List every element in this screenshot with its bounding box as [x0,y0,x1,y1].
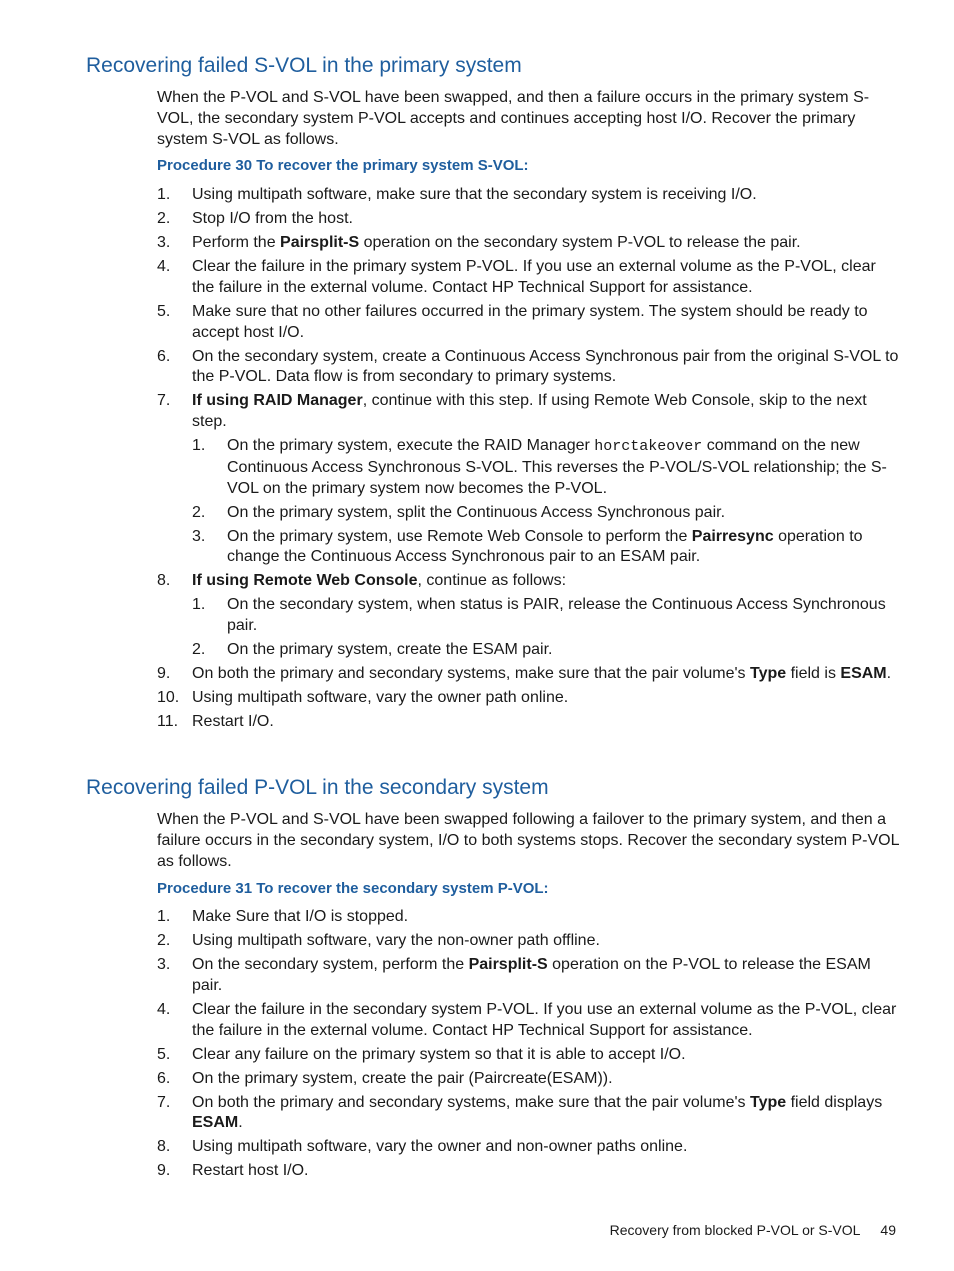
page-footer [600,1222,896,1238]
step-text [192,1046,686,1063]
step-bold-text: Pairresync [691,527,774,545]
step-number: 4. [157,1000,171,1018]
step-text-text: Using multipath software, vary the owner and non-owner paths online. [192,1138,688,1156]
list-item [157,571,902,661]
step-number: 1. [157,908,171,925]
substep-item [192,595,902,637]
step-text-text: Clear the failure in the secondary system P-VOL. If you use an external volume as the P-VOL, clear the failure in the external volume. Contact HP Technical Support for assistance. [192,1000,897,1039]
step-post-text: operation on the secondary system P-VOL to release the pair. [359,233,801,251]
step-text-text: Using multipath software, vary the owner path online. [192,689,569,707]
step-pre-text: On the secondary system, perform the [192,955,469,973]
step-number: 6. [157,1069,171,1087]
section-heading-recover-svol: Recovering failed S-VOL in the primary system [86,54,522,77]
step-text-text: Make sure that no other failures occurred in the primary system. The system should be ready to accept host I/O. [192,302,868,341]
step-number: 8. [157,1138,171,1156]
page-number: 49 [880,1222,896,1238]
step-pre-text: On the primary system, execute the RAID Manager [227,437,595,455]
step-number: 5. [157,302,171,320]
substep-list [192,595,902,661]
step-text [192,210,353,227]
step-post-text: operation on the P-VOL to release the ESAM pair. [192,955,871,994]
step-text [192,689,568,706]
step-number: 2. [192,641,206,659]
list-item [157,185,902,206]
step-number: 2. [157,209,171,227]
section-intro-recover-pvol: When the P-VOL and S-VOL have been swapped following a failover to the primary system, and then a failure occurs in the secondary system, I/O to both systems stops. Recover the secondary system P-VOL as follows. [157,811,899,870]
procedure-30-steps [157,185,902,736]
step-post-text: field displays [786,1093,883,1111]
step-number: 7. [157,1093,171,1111]
step-number: 6. [157,347,171,365]
list-item [157,233,902,254]
step-pre-text: On both the primary and secondary systems, make sure that the pair volume's [192,665,750,683]
step-text [192,258,876,296]
step-number: 4. [157,257,171,275]
list-item [157,302,902,344]
step-number: 2. [157,931,171,949]
step-text [192,186,757,203]
step-text [227,641,552,658]
step-text [227,528,863,566]
step-number: 11. [157,713,179,731]
step-number: 9. [157,665,171,683]
step-bold-text: Type [749,665,787,683]
step-text [192,303,868,341]
substep-list [192,436,902,568]
step-bold-text: Pairsplit-S [280,233,360,251]
step-number: 10. [157,689,180,707]
list-item [157,1045,902,1066]
step-text [192,234,801,251]
step-number: 1. [157,186,171,203]
step-number: 9. [157,1162,171,1180]
list-item [157,391,902,568]
list-item [157,1161,902,1182]
procedure-title-30: Procedure 30 To recover the primary system S-VOL: [157,157,529,174]
step-post-text: . [886,665,892,683]
step-post-text: operation to change the Continuous Access Synchronous pair to an ESAM pair. [227,527,863,566]
step-text [192,572,566,589]
step-text [192,956,871,994]
step-pre-text: On both the primary and secondary systems, make sure that the pair volume's [192,1093,750,1111]
step-bold-text: If using RAID Manager [192,392,363,410]
step-number: 3. [192,527,206,545]
step-code-text: horctakeover [594,438,703,456]
step-text [227,504,725,521]
section-heading-recover-pvol: Recovering failed P-VOL in the secondary system [86,776,549,799]
step-number: 1. [192,437,206,455]
step-post-text: command on the new Continuous Access Synchronous S-VOL. This reverses the P-VOL/S-VOL relationship; the S-VOL on the primary system now becomes the P-VOL. [227,437,887,497]
step-text-text: Stop I/O from the host. [192,209,353,227]
list-item [157,1000,902,1042]
step-number: 8. [157,572,171,590]
step-pre-text: On the primary system, use Remote Web Console to perform the [227,527,692,545]
substep-item [192,436,902,499]
step-text-text: Clear any failure on the primary system so that it is able to accept I/O. [192,1045,686,1063]
step-bold-text: If using Remote Web Console [192,572,418,590]
step-text [192,1001,896,1039]
step-text [192,1138,687,1155]
step-number: 3. [157,955,171,973]
list-item [157,257,902,299]
step-text-text: Restart host I/O. [192,1162,309,1180]
step-post-text: , continue with this step. If using Remote Web Console, skip to the next step. [192,392,867,431]
step-text [192,665,891,682]
step-text-text: On the primary system, create the pair (Paircreate(ESAM)). [192,1069,613,1087]
step-text [192,908,408,925]
list-item [157,907,902,928]
list-item [157,209,902,230]
step-text [192,348,898,386]
section-intro-recover-svol: When the P-VOL and S-VOL have been swapped, and then a failure occurs in the primary system S-VOL, the secondary system P-VOL accepts and continues accepting host I/O. Recover the primary system S-VOL as follows. [157,89,870,148]
step-number: 3. [157,233,171,251]
list-item [157,1069,902,1090]
step-text [192,392,867,430]
step-pre-text: Perform the [192,233,281,251]
step-text [192,713,274,730]
step-text [192,1070,613,1087]
list-item [157,347,902,389]
step-text-text: Using multipath software, make sure that the secondary system is receiving I/O. [192,186,757,203]
step-bold-text: Type [749,1093,787,1111]
procedure-31-steps [157,907,902,1185]
step-post-text: , continue as follows: [417,572,567,590]
step-text-text: On the primary system, create the ESAM pair. [227,641,553,659]
list-item [157,931,902,952]
step-text-text: Clear the failure in the primary system P-VOL. If you use an external volume as the P-VOL, clear the failure in the external volume. Contact HP Technical Support for assistance. [192,257,876,296]
substep-item [192,503,902,524]
step-text-text: Restart I/O. [192,713,274,731]
step-bold-text: Pairsplit-S [468,955,548,973]
list-item [157,955,902,997]
step-text [192,1094,882,1132]
step-text [192,932,600,949]
step-bold-text: ESAM [840,665,887,683]
step-number: 1. [192,596,206,614]
step-text [192,1162,308,1179]
list-item [157,664,902,685]
step-text-text: Make Sure that I/O is stopped. [192,908,409,925]
step-text [227,437,887,497]
list-item [157,1137,902,1158]
step-bold-text: ESAM [192,1114,239,1132]
list-item [157,688,902,709]
step-post-text: . [238,1114,243,1132]
list-item [157,1093,902,1135]
procedure-title-31: Procedure 31 To recover the secondary system P-VOL: [157,880,549,897]
substep-item [192,527,902,569]
footer-chapter-title: Recovery from blocked P-VOL or S-VOL [609,1222,861,1238]
list-item [157,712,902,733]
step-number: 2. [192,503,206,521]
step-text-text: Using multipath software, vary the non-owner path offline. [192,931,600,949]
step-text-text: On the secondary system, create a Continuous Access Synchronous pair from the original S-VOL to the P-VOL. Data flow is from secondary to primary systems. [192,347,899,386]
step-text-text: On the primary system, split the Continuous Access Synchronous pair. [227,503,726,521]
step-post-text: field is [786,665,841,683]
step-text-text: On the secondary system, when status is PAIR, release the Continuous Access Synchronous pair. [227,596,886,635]
step-number: 7. [157,392,171,410]
step-text [227,596,886,634]
substep-item [192,640,902,661]
step-number: 5. [157,1045,171,1063]
